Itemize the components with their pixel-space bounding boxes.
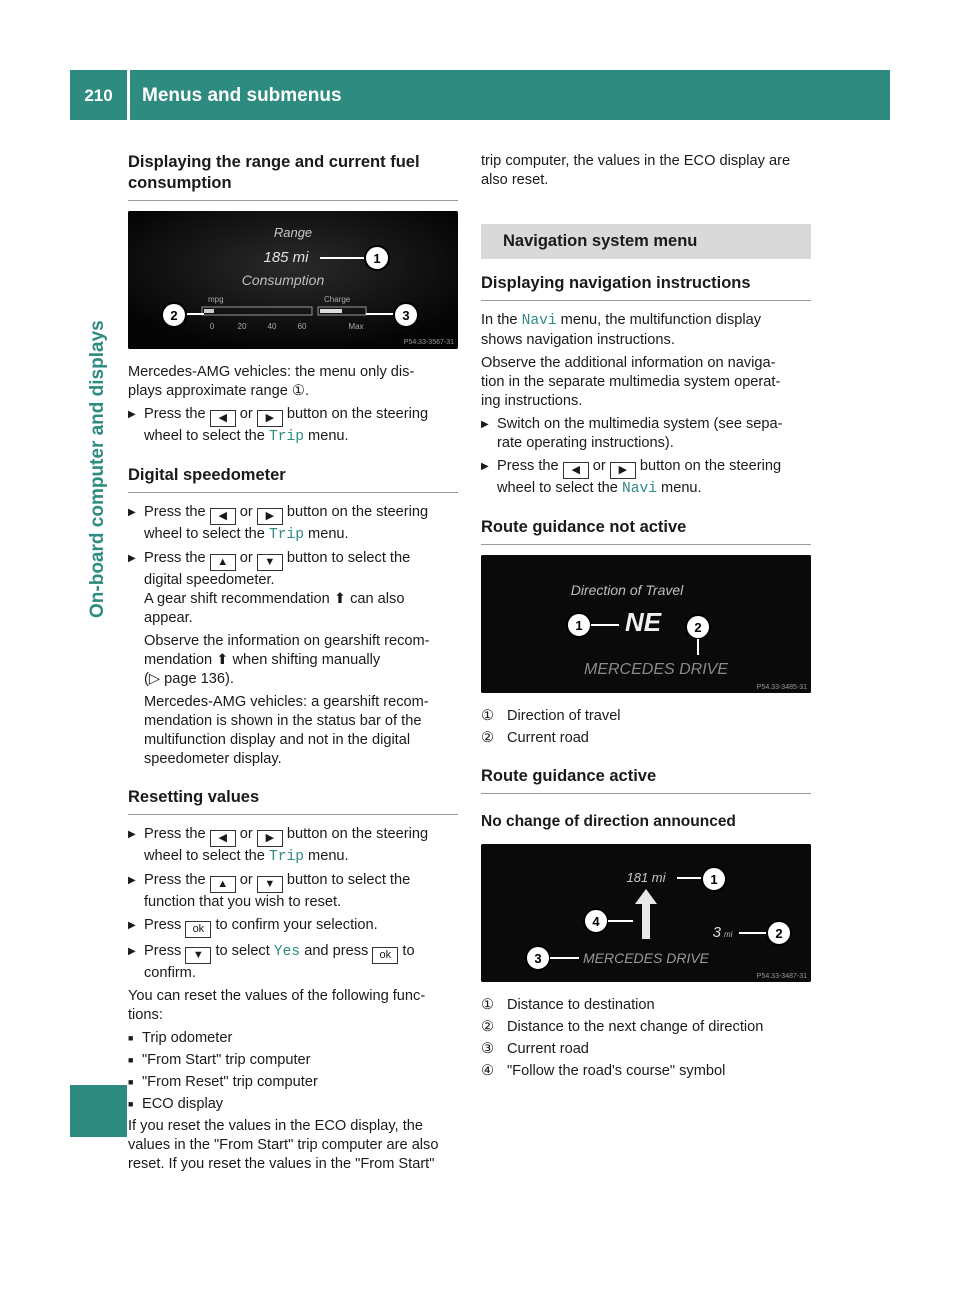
- direction-display-image: [481, 555, 811, 693]
- ok-key-icon: ok: [372, 947, 398, 964]
- side-chapter-title: On-board computer and displays: [87, 320, 108, 618]
- range-text: Mercedes-AMG vehicles: the menu only dis- plays approximate range ①.: [128, 364, 415, 399]
- page-number: 210: [70, 70, 127, 120]
- navigation-menu-heading: Navigation system menu: [481, 224, 811, 259]
- direction-title: Direction of Travel: [570, 582, 684, 598]
- list-item: ■ ECO display: [128, 1095, 458, 1114]
- image-code: P54.33-3567-31: [403, 339, 454, 346]
- tick-max: Max: [348, 322, 364, 331]
- left-key-icon: ◀: [563, 462, 589, 479]
- right-key-icon: ▶: [257, 410, 283, 427]
- reset-note: If you reset the values in the ECO display, the values in the "From Start" trip computer are also reset. If you reset the values in the "From Start": [128, 1118, 439, 1172]
- range-display-image: [128, 211, 458, 349]
- callout-4: 4: [592, 914, 600, 929]
- tick-20: 20: [237, 322, 247, 331]
- section-nav-instructions-title: Displaying navigation instructions: [481, 273, 811, 301]
- right-column: [481, 152, 811, 1084]
- right-key-icon: ▶: [610, 462, 636, 479]
- left-key-icon: ◀: [210, 830, 236, 847]
- next-distance: 3: [712, 924, 721, 941]
- callout-3: 3: [402, 308, 410, 323]
- navi-observe: Observe the additional information on naviga- tion in the separate multimedia system operat- ing instructions.: [481, 355, 781, 409]
- legend-item: ④ "Follow the road's course" symbol: [481, 1063, 726, 1079]
- page-title: Menus and submenus: [130, 70, 890, 120]
- left-column: [128, 152, 458, 1178]
- navi-intro: In the Navi menu, the multifunction display shows navigation instructions.: [481, 312, 762, 348]
- step-select-trip: ▶ Press the ◀ or ▶ button on the steering wheel to select the Trip menu.: [128, 405, 458, 447]
- callout-2: 2: [694, 620, 702, 635]
- next-distance-unit: mi: [724, 930, 733, 939]
- step-select-yes: ▶ Press ▼ to select Yes and press ok to confirm.: [128, 942, 458, 983]
- legend-item: ① Distance to destination: [481, 997, 655, 1013]
- legend-item: ③ Current road: [481, 1041, 589, 1057]
- section-no-change-title: No change of direction announced: [481, 813, 736, 830]
- step-select-speedometer: ▶ Press the ▲ or ▼ button to select the digital speedometer. A gear shift recommendation ⬆ can also appear. Observe the information on gearshift recom- mendation ⬆ when shifting manually (▷ page 136). Mercedes-AMG vehicles: a gearshift recom- mendation is shown in the status bar of the multifunction display and not in the digital speedometer display.: [128, 549, 458, 769]
- step-switch-on: ▶ Switch on the multimedia system (see sepa- rate operating instructions).: [481, 415, 811, 453]
- continued-text: trip computer, the values in the ECO display are also reset.: [481, 153, 791, 188]
- up-key-icon: ▲: [210, 876, 236, 893]
- list-item: ■ "From Reset" trip computer: [128, 1073, 458, 1092]
- legend-item: ② Current road: [481, 730, 589, 746]
- callout-3: 3: [534, 951, 542, 966]
- list-item: ■ Trip odometer: [128, 1029, 458, 1048]
- down-key-icon: ▼: [257, 876, 283, 893]
- direction-value: NE: [624, 607, 662, 637]
- range-value: 185 mi: [263, 249, 309, 266]
- callout-1: 1: [575, 618, 583, 633]
- charge-label: Charge: [324, 295, 351, 304]
- down-key-icon: ▼: [185, 947, 211, 964]
- road-name: MERCEDES DRIVE: [582, 950, 710, 966]
- reset-intro: You can reset the values of the following func- tions:: [128, 988, 426, 1023]
- section-range-title: Displaying the range and current fuel consumption: [128, 152, 458, 201]
- step-confirm: ▶ Press ok to confirm your selection.: [128, 916, 458, 938]
- image-code: P54.33-3487-31: [756, 973, 807, 980]
- tick-60: 60: [297, 322, 307, 331]
- legend-item: ① Direction of travel: [481, 708, 621, 724]
- road-name: MERCEDES DRIVE: [583, 661, 729, 678]
- right-key-icon: ▶: [257, 508, 283, 525]
- callout-1: 1: [373, 251, 381, 266]
- callout-2: 2: [775, 926, 783, 941]
- consumption-label: Consumption: [241, 272, 325, 288]
- step-select-trip-2: ▶ Press the ◀ or ▶ button on the steering wheel to select the Trip menu.: [128, 503, 458, 545]
- route-display-image: [481, 844, 811, 982]
- section-rg-active-title: Route guidance active: [481, 766, 811, 794]
- step-select-navi: ▶ Press the ◀ or ▶ button on the steering wheel to select the Navi menu.: [481, 457, 811, 499]
- section-rg-not-active-title: Route guidance not active: [481, 517, 811, 545]
- tick-40: 40: [267, 322, 277, 331]
- step-select-trip-3: ▶ Press the ◀ or ▶ button on the steering wheel to select the Trip menu.: [128, 825, 458, 867]
- tick-0: 0: [209, 322, 215, 331]
- section-speedometer-title: Digital speedometer: [128, 465, 458, 493]
- section-resetting-title: Resetting values: [128, 787, 458, 815]
- callout-2: 2: [170, 308, 178, 323]
- side-marker: [70, 1085, 127, 1137]
- range-label: Range: [273, 225, 313, 240]
- image-code: P54.33-3485-31: [756, 684, 807, 691]
- up-key-icon: ▲: [210, 554, 236, 571]
- down-key-icon: ▼: [257, 554, 283, 571]
- legend-item: ② Distance to the next change of direction: [481, 1019, 764, 1035]
- callout-1: 1: [710, 872, 718, 887]
- list-item: ■ "From Start" trip computer: [128, 1051, 458, 1070]
- left-key-icon: ◀: [210, 410, 236, 427]
- mpg-label: mpg: [208, 295, 224, 304]
- right-key-icon: ▶: [257, 830, 283, 847]
- distance-value: 181 mi: [626, 870, 666, 885]
- left-key-icon: ◀: [210, 508, 236, 525]
- ok-key-icon: ok: [185, 921, 211, 938]
- step-select-function: ▶ Press the ▲ or ▼ button to select the function that you wish to reset.: [128, 871, 458, 912]
